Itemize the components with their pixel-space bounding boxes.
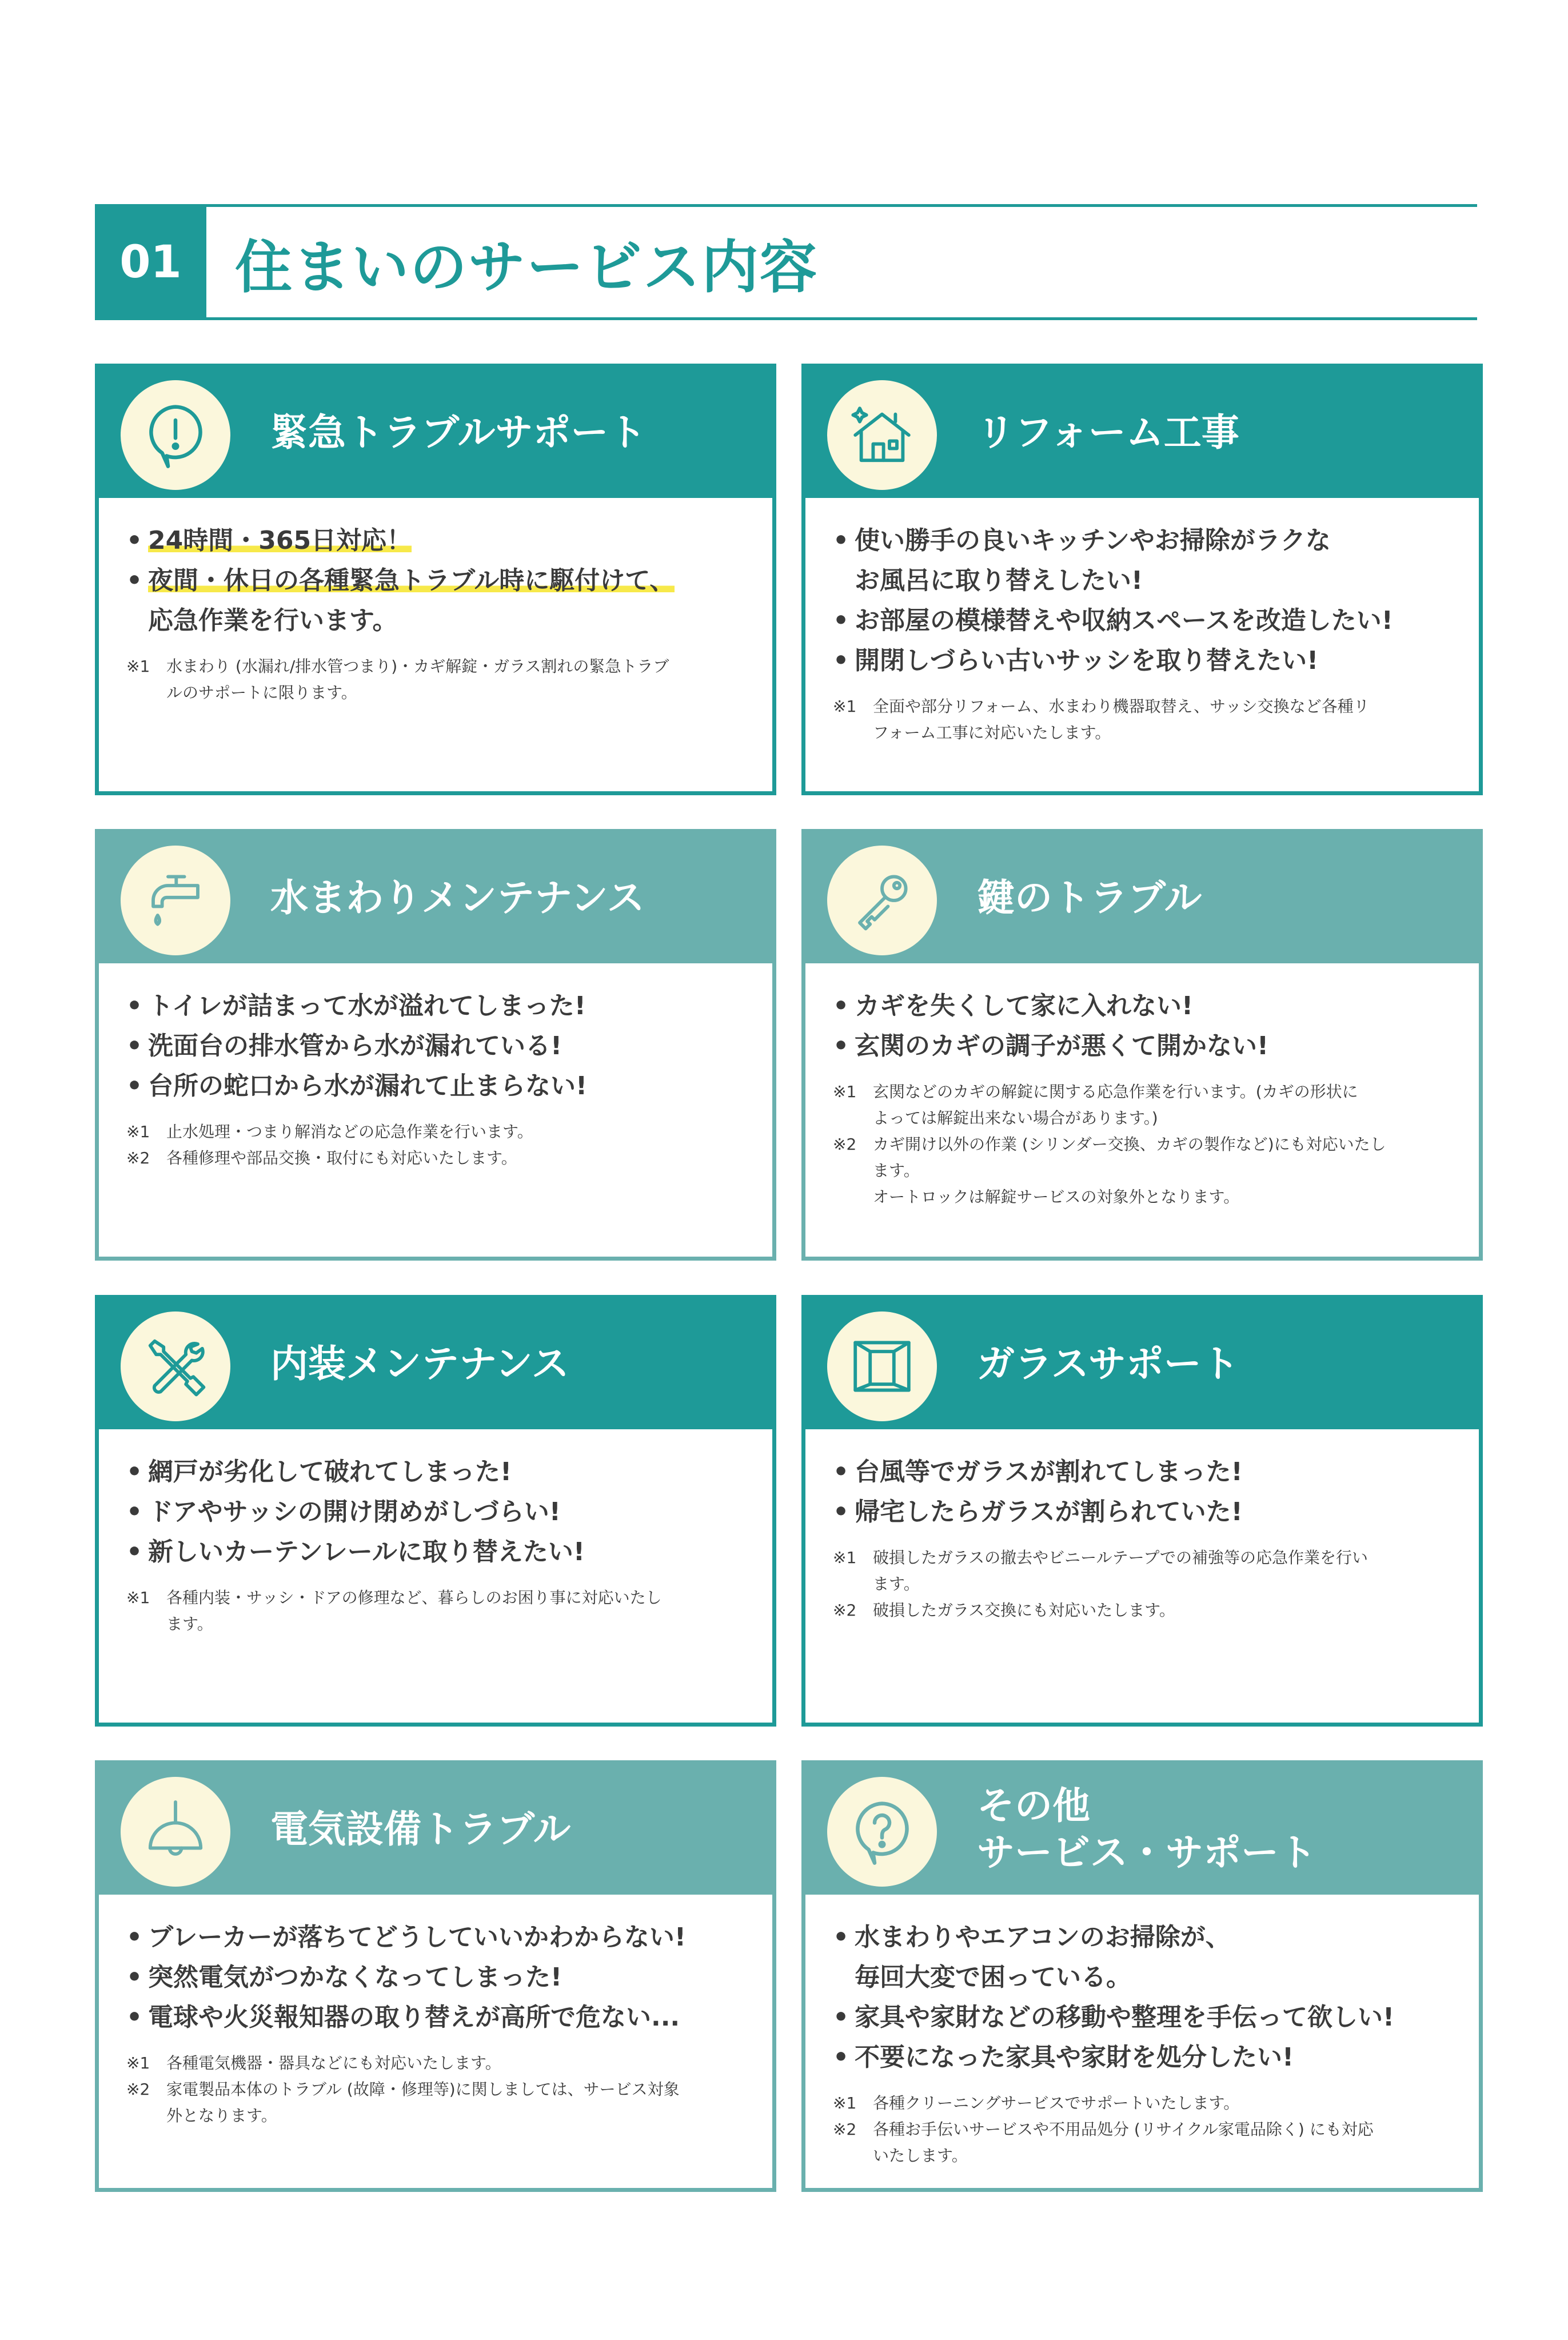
- list-item: • 台風等でガラスが割れてしまった!: [833, 1457, 1243, 1486]
- card-header-band: [805, 1299, 1479, 1429]
- list-item: • 新しいカーテンレールに取り替えたい!: [126, 1537, 585, 1566]
- faucet-icon: [121, 846, 230, 955]
- note: ます。: [166, 1615, 213, 1633]
- card-header-band: [99, 833, 772, 963]
- note: よっては解錠出来ない場合があります。): [873, 1109, 1158, 1127]
- list-item: 応急作業を行います。: [148, 606, 398, 635]
- card-title: 電気設備トラブル: [270, 1807, 571, 1851]
- card-title-line: その他: [977, 1783, 1090, 1828]
- card-interior: [95, 1295, 776, 1727]
- note: オートロックは解錠サービスの対象外となります。: [873, 1187, 1240, 1206]
- note: ※2 家電製品本体のトラブル (故障・修理等)に関しましては、サービス対象: [126, 2080, 680, 2099]
- list-item: • 不要になった家具や家財を処分したい!: [833, 2043, 1294, 2072]
- card-other: [801, 1760, 1483, 2192]
- card-water: [95, 829, 776, 1261]
- note: いたします。: [873, 2146, 968, 2165]
- list-item: • カギを失くして家に入れない!: [833, 991, 1194, 1020]
- key-icon: [827, 846, 937, 955]
- house-icon: [827, 380, 937, 490]
- window-icon: [827, 1311, 937, 1421]
- list-item: • 玄関のカギの調子が悪くて開かない!: [833, 1031, 1269, 1061]
- card-header-band: [805, 368, 1479, 498]
- list-item: お風呂に取り替えしたい!: [855, 566, 1143, 595]
- list-item: • 使い勝手の良いキッチンやお掃除がラクな: [833, 526, 1331, 555]
- card-title-line: サービス・サポート: [977, 1831, 1316, 1875]
- list-item: • 洗面台の排水管から水が漏れている!: [126, 1031, 562, 1061]
- note: ※1 各種内装・サッシ・ドアの修理など、暮らしのお困り事に対応いたし: [126, 1588, 662, 1607]
- note: ※1 破損したガラスの撤去やビニールテープでの補強等の応急作業を行い: [833, 1548, 1368, 1567]
- ceiling-lamp-icon: [121, 1777, 230, 1887]
- note: ※2 各種お手伝いサービスや不用品処分 (リサイクル家電品除く) にも対応: [833, 2120, 1374, 2139]
- note: ※1 止水処理・つまり解消などの応急作業を行います。: [126, 1122, 533, 1141]
- section-header: [95, 204, 1477, 320]
- card-reform: [801, 364, 1483, 795]
- card-title: 内装メンテナンス: [270, 1341, 569, 1386]
- list-item: • 夜間・休日の各種緊急トラブル時に駆付けて、: [126, 566, 675, 595]
- note: ※1 玄関などのカギの解錠に関する応急作業を行います。(カギの形状に: [833, 1082, 1358, 1101]
- card-title: [977, 1764, 1467, 1895]
- question-bubble-icon: [827, 1777, 937, 1887]
- list-item: • 電球や火災報知器の取り替えが高所で危ない...: [126, 2003, 680, 2032]
- list-item: • 水まわりやエアコンのお掃除が、: [833, 1923, 1231, 1952]
- note: ます。: [873, 1574, 920, 1593]
- card-title: 水まわりメンテナンス: [270, 875, 645, 920]
- note: 外となります。: [166, 2106, 277, 2125]
- card-header-band: [805, 833, 1479, 963]
- list-item: • 台所の蛇口から水が漏れて止まらない!: [126, 1071, 588, 1101]
- note: ※1 水まわり (水漏れ/排水管つまり)・カギ解錠・ガラス割れの緊急トラブ: [126, 657, 669, 676]
- note: ※1 全面や部分リフォーム、水まわり機器取替え、サッシ交換など各種リ: [833, 697, 1370, 716]
- card-header-band: [99, 368, 772, 498]
- alert-bubble-icon: [121, 380, 230, 490]
- list-item: 毎回大変で困っている。: [855, 1963, 1131, 1992]
- list-item: • 帰宅したらガラスが割られていた!: [833, 1497, 1243, 1526]
- note: ルのサポートに限ります。: [166, 683, 357, 702]
- card-header-band: [99, 1299, 772, 1429]
- note: ます。: [873, 1161, 920, 1180]
- list-item: • ドアやサッシの開け閉めがしづらい!: [126, 1497, 561, 1526]
- card-glass: [801, 1295, 1483, 1727]
- note: ※2 カギ開け以外の作業 (シリンダー交換、カギの製作など)にも対応いたし: [833, 1135, 1386, 1154]
- card-header-band: [805, 1764, 1479, 1895]
- list-item: • 突然電気がつかなくなってしまった!: [126, 1963, 562, 1992]
- card-header-band: [99, 1764, 772, 1895]
- note: ※1 各種クリーニングサービスでサポートいたします。: [833, 2094, 1240, 2112]
- list-item: • お部屋の模様替えや収納スペースを改造したい!: [833, 606, 1393, 635]
- note: フォーム工事に対応いたします。: [873, 723, 1111, 742]
- list-item: • ブレーカーが落ちてどうしていいかわからない!: [126, 1923, 686, 1952]
- list-item: • 家具や家財などの移動や整理を手伝って欲しい!: [833, 2003, 1395, 2032]
- list-item: • 網戸が劣化して破れてしまった!: [126, 1457, 512, 1486]
- list-item: • 24時間・365日対応！: [126, 526, 412, 555]
- section-title: 住まいのサービス内容: [235, 233, 818, 301]
- list-item: • 開閉しづらい古いサッシを取り替えたい!: [833, 646, 1319, 675]
- card-title: リフォーム工事: [977, 410, 1239, 455]
- note: ※2 各種修理や部品交換・取付にも対応いたします。: [126, 1149, 517, 1167]
- note: ※1 各種電気機器・器具などにも対応いたします。: [126, 2054, 501, 2072]
- card-electric: [95, 1760, 776, 2192]
- tools-icon: [121, 1311, 230, 1421]
- list-item: • トイレが詰まって水が溢れてしまった!: [126, 991, 586, 1020]
- card-title: ガラスサポート: [977, 1341, 1239, 1386]
- card-title: 緊急トラブルサポート: [270, 410, 647, 455]
- card-emergency: [95, 364, 776, 795]
- card-title: 鍵のトラブル: [977, 875, 1202, 920]
- note: ※2 破損したガラス交換にも対応いたします。: [833, 1601, 1175, 1620]
- card-key: [801, 829, 1483, 1261]
- section-number: 01: [95, 207, 206, 317]
